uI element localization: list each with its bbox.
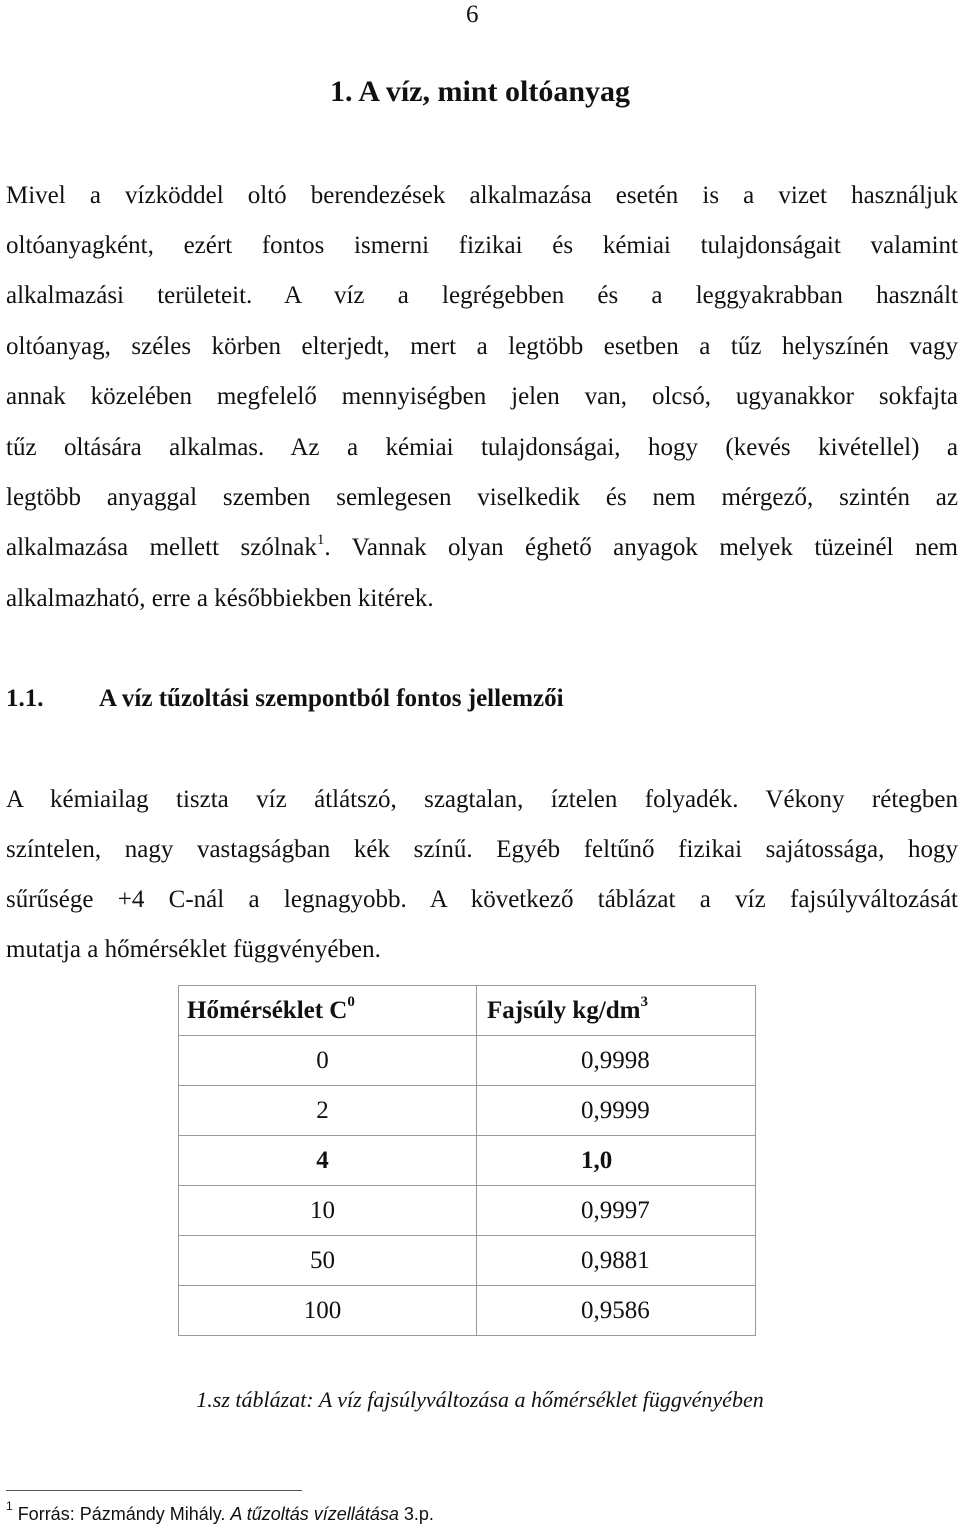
paragraph1-line-4: oltóanyag, széles körben elterjedt, mert a legtöbb esetben a tűz helyszínén vagy xyxy=(6,333,958,360)
footnote xyxy=(6,1499,434,1526)
temperature-cell: 2 xyxy=(179,1086,477,1136)
paragraph1-line-2: oltóanyagként, ezért fontos ismerni fizikai és kémiai tulajdonságait valamint xyxy=(6,232,958,259)
density-cell: 0,9999 xyxy=(477,1086,756,1136)
density-table xyxy=(178,985,756,1336)
header-temperature-label: Hőmérséklet C xyxy=(187,996,348,1024)
temperature-cell: 50 xyxy=(179,1236,477,1286)
section-number: 1.1. xyxy=(6,685,44,712)
paragraph1-line-6: tűz oltására alkalmas. Az a kémiai tulajdonságai, hogy (kevés kivétellel) a xyxy=(6,434,958,461)
temperature-cell: 10 xyxy=(179,1186,477,1236)
density-cell: 0,9881 xyxy=(477,1236,756,1286)
table-row-highlight xyxy=(179,1136,756,1186)
temperature-cell: 4 xyxy=(179,1136,477,1186)
header-temperature xyxy=(179,986,477,1036)
footnote-suffix: 3.p. xyxy=(398,1504,434,1524)
density-cell: 1,0 xyxy=(477,1136,756,1186)
paragraph1-line-7: legtöbb anyaggal szemben semlegesen viselkedik és nem mérgező, szintén az xyxy=(6,484,958,511)
table-row xyxy=(179,1286,756,1336)
temperature-cell: 0 xyxy=(179,1036,477,1086)
paragraph1-line-8 xyxy=(6,532,958,564)
table-caption: 1.sz táblázat: A víz fajsúlyváltozása a hőmérséklet függvényében xyxy=(196,1387,764,1412)
table-row xyxy=(179,1236,756,1286)
paragraph1-line-8-text: alkalmazása mellett szólnak xyxy=(6,534,317,561)
paragraph1-line-1: Mivel a vízköddel oltó berendezések alkalmazása esetén is a vizet használjuk xyxy=(6,182,958,209)
footnote-divider xyxy=(6,1490,302,1491)
paragraph2-line-1: A kémiailag tiszta víz átlátszó, szagtalan, íztelen folyadék. Vékony rétegben xyxy=(6,786,958,813)
paragraph2-line-4: mutatja a hőmérséklet függvényében. xyxy=(6,936,381,963)
table-row xyxy=(179,1186,756,1236)
density-cell: 0,9586 xyxy=(477,1286,756,1336)
header-density xyxy=(477,986,756,1036)
chapter-title: 1. A víz, mint oltóanyag xyxy=(329,75,630,108)
paragraph1-line-8-rest: . Vannak olyan éghető anyagok melyek tüzeinél nem xyxy=(324,534,958,561)
section-title: A víz tűzoltási szempontból fontos jellemzői xyxy=(99,685,564,712)
footnote-reference: 1 xyxy=(316,531,325,548)
paragraph2-line-2: színtelen, nagy vastagságban kék színű. Egyéb feltűnő fizikai sajátossága, hogy xyxy=(6,836,958,863)
section-heading xyxy=(6,683,564,715)
paragraph1-line-9: alkalmazható, erre a későbbiekben kitérek. xyxy=(6,585,434,612)
density-cell: 0,9998 xyxy=(477,1036,756,1086)
footnote-marker: 1 xyxy=(6,1499,13,1513)
paragraph1-line-3: alkalmazási területeit. A víz a legrégebben és a leggyakrabban használt xyxy=(6,282,958,309)
density-cell: 0,9997 xyxy=(477,1186,756,1236)
footnote-prefix: Forrás: Pázmándy Mihály. xyxy=(12,1504,231,1524)
table-row xyxy=(179,1036,756,1086)
table-row xyxy=(179,1086,756,1136)
footnote-title: A tűzoltás vízellátása xyxy=(230,1504,399,1524)
paragraph1-line-5: annak közelében megfelelő mennyiségben jelen van, olcsó, ugyanakkor sokfajta xyxy=(6,383,958,410)
header-density-label: Fajsúly kg/dm xyxy=(487,996,641,1024)
page-number: 6 xyxy=(466,1,479,28)
header-density-sup: 3 xyxy=(640,994,649,1011)
paragraph2-line-3: sűrűsége +4 C-nál a legnagyobb. A következő táblázat a víz fajsúlyváltozását xyxy=(6,886,958,913)
header-temperature-sup: 0 xyxy=(347,994,355,1011)
table-header-row xyxy=(179,986,756,1036)
temperature-cell: 100 xyxy=(179,1286,477,1336)
